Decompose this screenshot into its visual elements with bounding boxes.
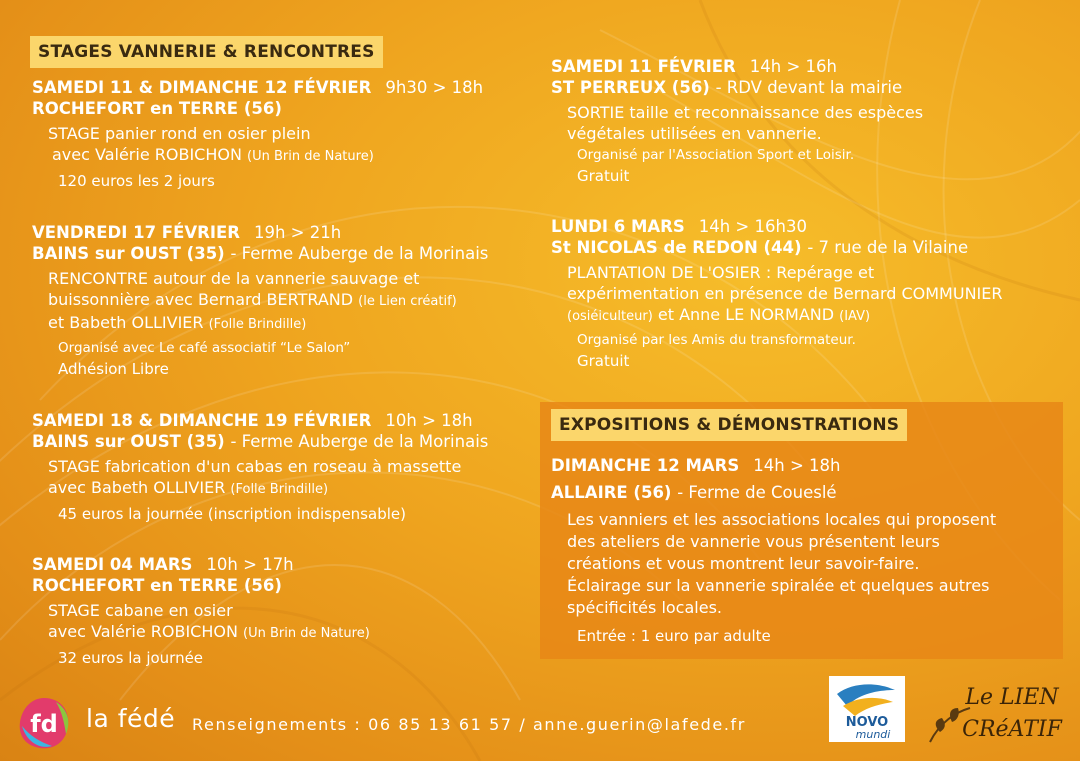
left-column	[32, 78, 532, 669]
event-time: 10h > 17h	[206, 555, 294, 574]
event-host: (osiéiculteur) et Anne LE NORMAND (IAV)	[567, 305, 871, 324]
event-host: et Babeth OLLIVIER (Folle Brindille)	[48, 313, 307, 332]
novo-mundi-logo	[829, 676, 905, 742]
event-date: SAMEDI 11 FÉVRIER 14h > 16h	[551, 57, 837, 76]
event-date: LUNDI 6 MARS 14h > 16h30	[551, 217, 807, 236]
event-description	[551, 509, 1056, 619]
fd-logo-text: fd	[30, 710, 58, 738]
event-place: ROCHEFORT en TERRE (56)	[32, 576, 282, 595]
event-place: ROCHEFORT en TERRE (56)	[32, 99, 282, 118]
description-line: spécificités locales.	[567, 598, 722, 617]
event-host: avec Babeth OLLIVIER (Folle Brindille)	[48, 478, 329, 497]
event-date: SAMEDI 04 MARS 10h > 17h	[32, 555, 294, 574]
event-date: SAMEDI 11 & DIMANCHE 12 FÉVRIER 9h30 > 18h	[32, 78, 484, 97]
event-price: Adhésion Libre	[58, 360, 169, 378]
event-price: Gratuit	[577, 167, 630, 185]
event-description: STAGE panier rond en osier plein	[48, 124, 311, 143]
event-place: BAINS sur OUST (35) - Ferme Auberge de la Morinais	[32, 244, 489, 263]
event-description: STAGE fabrication d'un cabas en roseau à massette	[48, 457, 462, 476]
contact-info: Renseignements : 06 85 13 61 57 / anne.guerin@lafede.fr	[192, 715, 746, 734]
event-price: 120 euros les 2 jours	[58, 172, 215, 190]
event-time: 10h > 18h	[385, 411, 473, 430]
lien-text: Le LIEN	[965, 685, 1059, 710]
event-item	[32, 223, 532, 380]
expositions-event	[551, 456, 1056, 647]
creatif-text: CRéATIF	[962, 717, 1062, 742]
event-price: 45 euros la journée (inscription indispensable)	[58, 505, 406, 523]
event-place: BAINS sur OUST (35) - Ferme Auberge de la Morinais	[32, 432, 489, 451]
lien-creatif-logo	[920, 672, 1070, 752]
right-column	[551, 57, 1071, 372]
event-time: 14h > 16h	[749, 57, 837, 76]
event-price: 32 euros la journée	[58, 649, 204, 667]
stages-section-title: STAGES VANNERIE & RENCONTRES	[30, 36, 383, 68]
event-description: SORTIE taille et reconnaissance des espèces	[567, 103, 924, 122]
novo-mundi-icon	[829, 676, 905, 742]
description-line: Les vanniers et les associations locales qui proposent	[567, 510, 997, 529]
event-description: PLANTATION DE L'OSIER : Repérage et	[567, 263, 875, 282]
event-item	[32, 78, 532, 192]
event-item	[32, 411, 532, 525]
event-organizer: Organisé par l'Association Sport et Loisir.	[577, 147, 855, 163]
event-price: Gratuit	[577, 352, 630, 370]
event-item	[551, 57, 1071, 187]
event-time: 14h > 16h30	[698, 217, 807, 236]
event-place: ST PERREUX (56) - RDV devant la mairie	[551, 78, 903, 97]
event-time: 9h30 > 18h	[385, 78, 484, 97]
event-place: ALLAIRE (56) - Ferme de Coueslé	[551, 483, 837, 502]
event-place: St NICOLAS de REDON (44) - 7 rue de la Vilaine	[551, 238, 969, 257]
event-host: avec Valérie ROBICHON (Un Brin de Nature)	[52, 145, 374, 164]
description-line: Éclairage sur la vannerie spiralée et quelques autres	[567, 576, 990, 595]
fd-logo-icon	[16, 696, 72, 752]
novo-text: NOVO	[845, 715, 889, 730]
event-description-2: buissonnière avec Bernard BERTRAND (le Lien créatif)	[48, 290, 457, 309]
description-line: des ateliers de vannerie vous présentent leurs	[567, 532, 940, 551]
event-organizer: Organisé par les Amis du transformateur.	[577, 332, 856, 348]
brand-name: la fédé	[86, 704, 176, 733]
event-item	[32, 555, 532, 669]
event-host: avec Valérie ROBICHON (Un Brin de Nature)	[48, 622, 370, 641]
event-description: RENCONTRE autour de la vannerie sauvage et	[48, 269, 420, 288]
event-organizer: Organisé avec Le café associatif “Le Salon”	[58, 340, 351, 356]
event-date: VENDREDI 17 FÉVRIER 19h > 21h	[32, 223, 342, 242]
event-time: 14h > 18h	[753, 456, 841, 475]
event-item	[551, 217, 1071, 372]
event-date: DIMANCHE 12 MARS 14h > 18h	[551, 456, 841, 475]
event-description-2: végétales utilisées en vannerie.	[567, 124, 822, 143]
event-description: STAGE cabane en osier	[48, 601, 233, 620]
expositions-section-title: EXPOSITIONS & DÉMONSTRATIONS	[551, 409, 907, 441]
event-price: Entrée : 1 euro par adulte	[577, 627, 771, 645]
description-line: créations et vous montrent leur savoir-faire.	[567, 554, 920, 573]
event-description-2: expérimentation en présence de Bernard COMMUNIER	[567, 284, 1003, 303]
event-date: SAMEDI 18 & DIMANCHE 19 FÉVRIER 10h > 18h	[32, 411, 473, 430]
mundi-text: mundi	[855, 728, 891, 741]
event-time: 19h > 21h	[253, 223, 342, 242]
